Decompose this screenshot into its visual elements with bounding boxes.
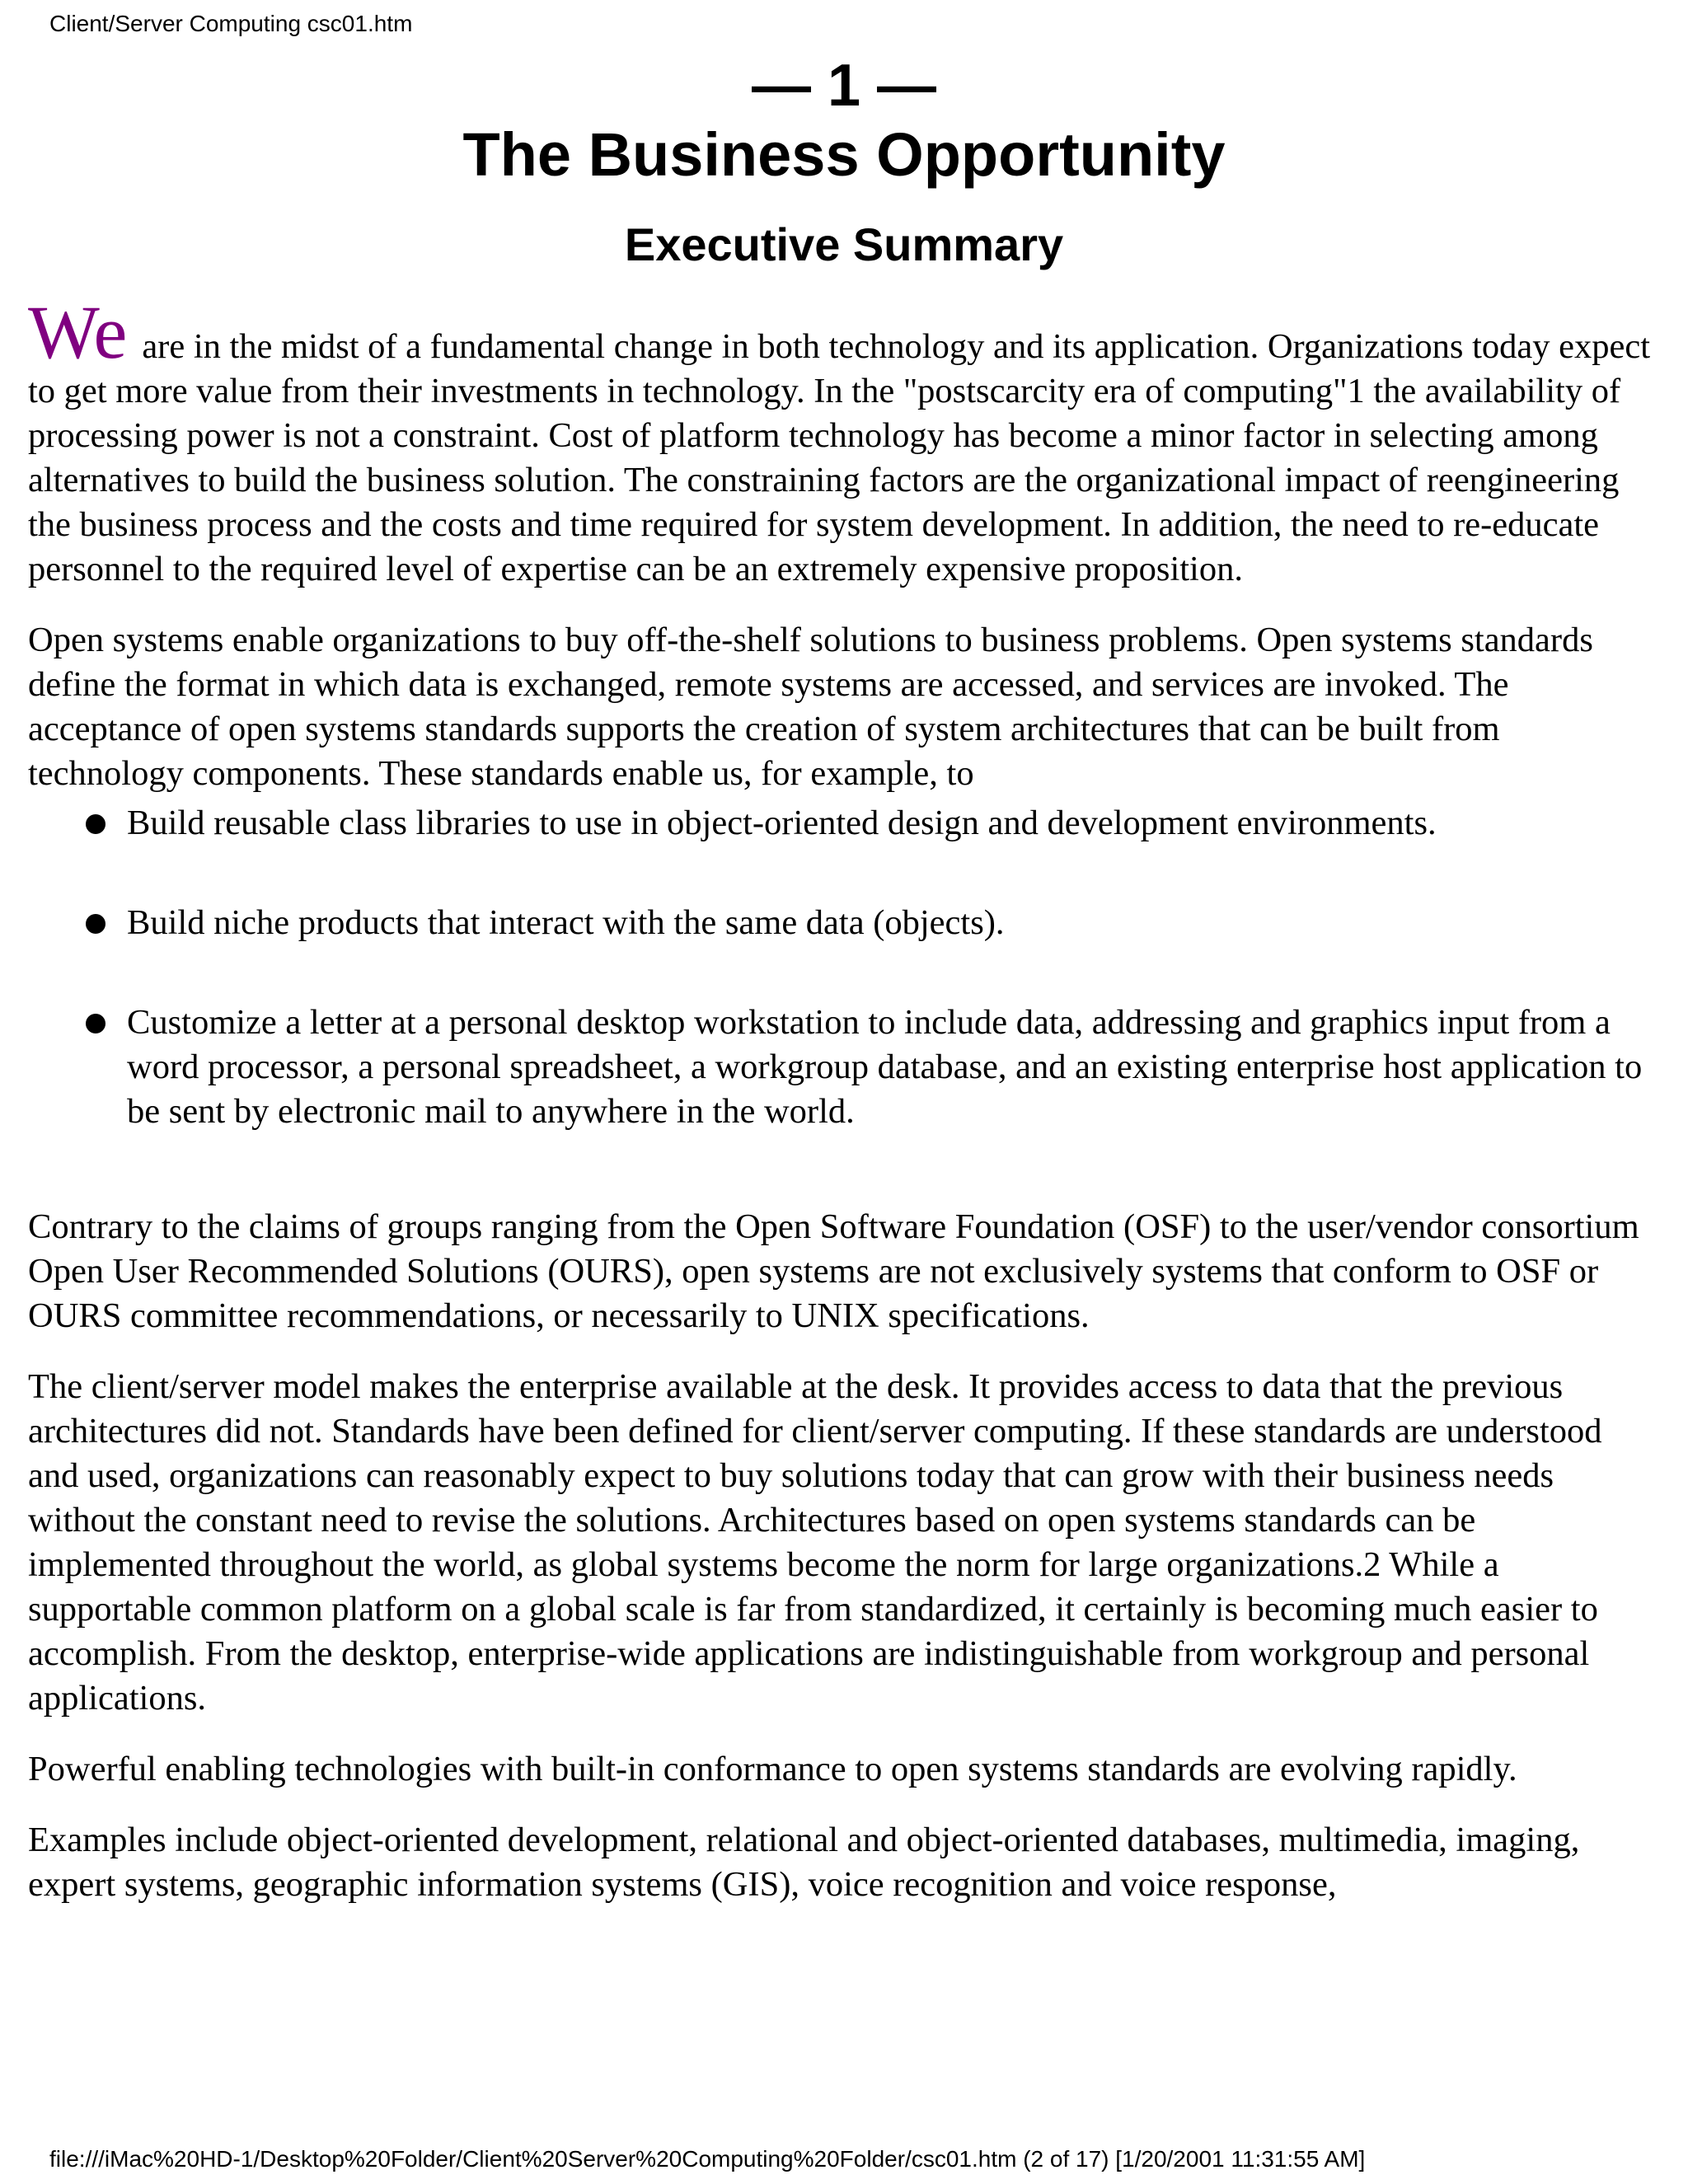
drop-cap: We bbox=[28, 290, 128, 374]
paragraph-contrary: Contrary to the claims of groups ranging from the Open Software Foundation (OSF) to the user/vendor consortium Open User Recommended Solutions (OURS), open systems are not exclusively systems that conform to OSF or OURS committee recommendations, or necessarily to UNIX specifications. bbox=[28, 1207, 1639, 1335]
paragraph-open-systems: Open systems enable organizations to buy off-the-shelf solutions to business problems. Open systems standards define the format in which data is exchanged, remote systems are accessed, and services are invoked. The acceptance of open systems standards supports the creation of system architectures that can be built from technology components. These standards enable us, for example, to bbox=[28, 621, 1593, 793]
list-item-text: Build niche products that interact with the same data (objects). bbox=[127, 903, 1005, 942]
bullet-icon bbox=[86, 814, 106, 834]
section-title: Executive Summary bbox=[624, 218, 1064, 270]
list-item-text: Customize a letter at a personal desktop workstation to include data, addressing and graphics input from a word processor, a personal spreadsheet, a workgroup database, and an existing enterprise host application to be sent by electronic mail to anywhere in the world. bbox=[127, 1003, 1643, 1131]
list-item-text: Build reusable class libraries to use in object-oriented design and development environments. bbox=[127, 804, 1437, 842]
print-footer: file:///iMac%20HD-1/Desktop%20Folder/Client%20Server%20Computing%20Folder/csc01.htm (2 of 17) [1/20/2001 11:31:55 AM] bbox=[49, 2146, 1366, 2172]
paragraph-intro bbox=[28, 290, 1660, 592]
list-item bbox=[28, 1001, 1660, 1134]
paragraph-examples: Examples include object-oriented development, relational and object-oriented databases, multimedia, imaging, expert systems, geographic information systems (GIS), voice recognition and voice response, bbox=[28, 1821, 1580, 1904]
list-item bbox=[28, 901, 1660, 945]
examples-list bbox=[28, 801, 1660, 1134]
paragraph-intro-text: are in the midst of a fundamental change in both technology and its application. Organizations today expect to get more value from their investments in technology. In the "postscarcity era of computing"1 the availability of processing power is not a constraint. Cost of platform technology has become a minor factor in selecting among alternatives to build the business solution. The constraining factors are the organizational impact of reengineering the business process and the costs and time required for system development. In addition, the need to re-educate personnel to the required level of expertise can be an extremely expensive proposition. bbox=[28, 327, 1651, 588]
paragraph-client-server-model: The client/server model makes the enterprise available at the desk. It provides access to data that the previous architectures did not. Standards have been defined for client/server computing. If these standards are understood and used, organizations can reasonably expect to buy solutions today that can grow with their business needs without the constant need to revise the solutions. Architectures based on open systems standards can be implemented throughout the world, as global systems become the norm for large organizations.2 While a supportable common platform on a global scale is far from standardized, it certainly is becoming much easier to accomplish. From the desktop, enterprise-wide applications are indistinguishable from workgroup and personal applications. bbox=[28, 1367, 1602, 1718]
paragraph-enabling-technologies: Powerful enabling technologies with built-in conformance to open systems standards are evolving rapidly. bbox=[28, 1750, 1517, 1788]
chapter-number: — 1 — bbox=[751, 53, 937, 119]
chapter-title: The Business Opportunity bbox=[462, 120, 1226, 189]
document-content bbox=[28, 51, 1660, 1907]
list-item bbox=[28, 801, 1660, 846]
print-header: Client/Server Computing csc01.htm bbox=[49, 11, 413, 36]
bullet-icon bbox=[86, 914, 106, 934]
bullet-icon bbox=[86, 1014, 106, 1033]
